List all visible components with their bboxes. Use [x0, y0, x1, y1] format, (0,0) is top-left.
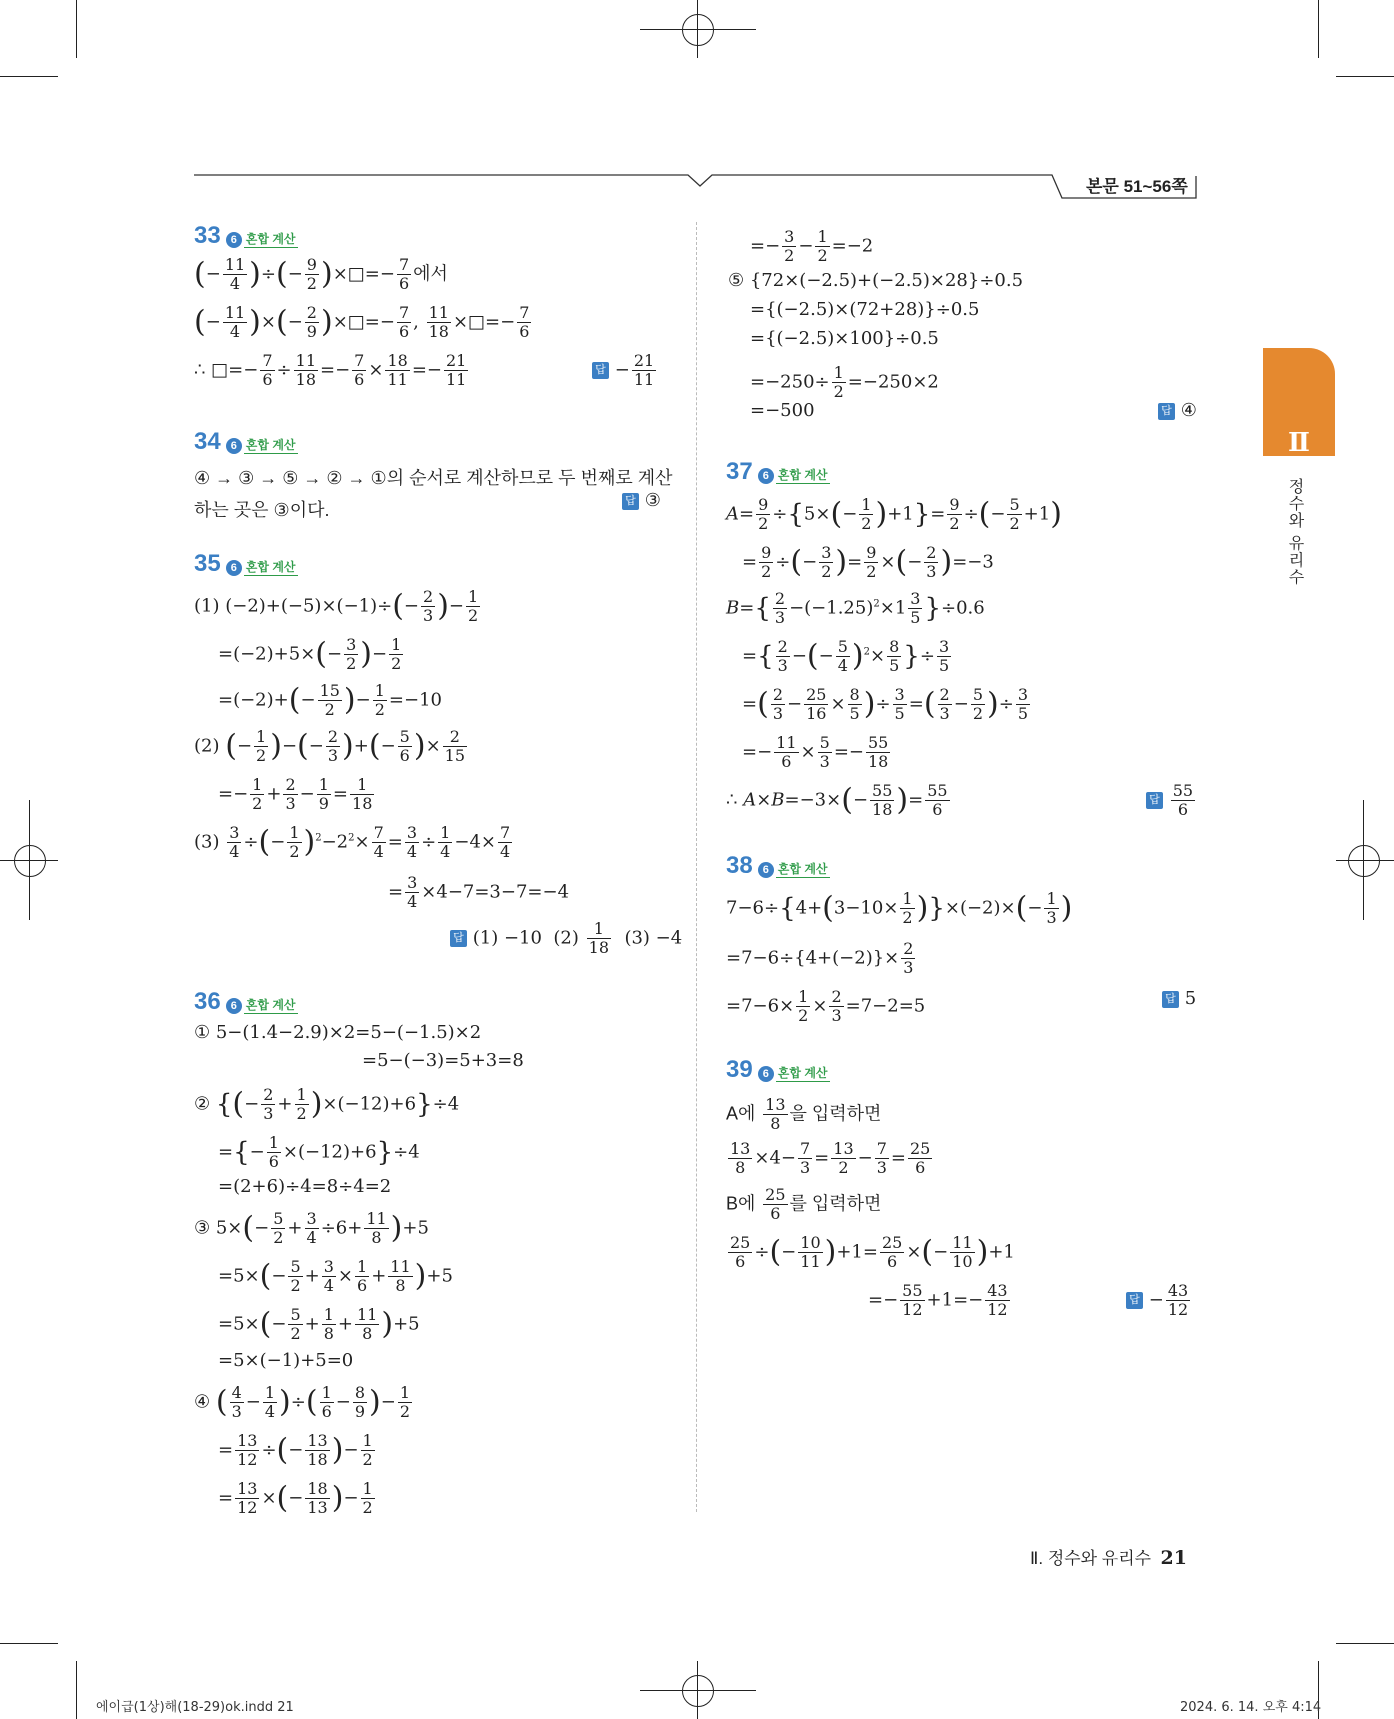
answer-icon: 답 — [1162, 991, 1179, 1008]
problem-34-header — [194, 428, 298, 456]
p36-3-line-4: =5×(−1)+5=0 — [218, 1350, 354, 1371]
column-divider — [696, 222, 697, 1512]
p37-B-line-3: =( $\frac{2}{3}$ − $\frac{25}{16}$ × $\frac{8}{5}$ )÷ $\frac{3}{5}$ =( $\frac{2}{3}$ − $\frac{5}{2}$ )÷ $\frac{3}{5}$ — [742, 685, 1029, 723]
p33-line-3: ∴ □=− $\frac{7}{6}$ ÷ $\frac{11}{18}$ =− $\frac{7}{6}$ × $\frac{18}{11}$ =− $\frac{21}{11}$ — [194, 351, 467, 389]
problem-number: 34 — [194, 428, 221, 455]
p35-2-line-2: =− $\frac{1}{2}$ + $\frac{2}{3}$ − $\frac{1}{9}$ = $\frac{1}{18}$ — [218, 775, 373, 813]
problem-number: 39 — [726, 1056, 753, 1083]
p37-B-line-2: ={ $\frac{2}{3}$ −(− $\frac{5}{4}$ )$^2$× $\frac{8}{5}$ }÷ $\frac{3}{5}$ — [742, 637, 950, 675]
problem-number: 36 — [194, 988, 221, 1015]
chapter-number: Ⅱ — [1288, 428, 1310, 458]
topic-badge: 6 혼합 계산 — [758, 860, 830, 878]
p35-answer: 답 (1) −10 (2) $\frac{1}{18}$ (3) −4 — [450, 920, 682, 957]
topic-badge: 6 혼합 계산 — [226, 230, 298, 248]
p37-answer: 답 $\frac{55}{6}$ — [1146, 782, 1197, 819]
p36-1-line-2: =5−(−3)=5+3=8 — [362, 1050, 524, 1071]
p35-1-line-1: (1) (−2)+(−5)×(−1)÷(− $\frac{2}{3}$ )− $\frac{1}{2}$ — [194, 587, 479, 625]
problem-number: 35 — [194, 550, 221, 577]
answer-icon: 답 — [450, 930, 467, 947]
p38-line-2: =7−6÷{4+(−2)}× $\frac{2}{3}$ — [726, 939, 914, 977]
p37-B-line-4: =− $\frac{11}{6}$ × $\frac{5}{3}$ =− $\frac{55}{18}$ — [742, 733, 889, 771]
p36-4-line-2: = $\frac{13}{12}$ ÷(− $\frac{13}{18}$ )− $\frac{1}{2}$ — [218, 1431, 373, 1469]
p36-3-line-2: =5×(− $\frac{5}{2}$ + $\frac{3}{4}$ × $\frac{1}{6}$ + $\frac{11}{8}$ )+5 — [218, 1257, 453, 1295]
problem-number: 38 — [726, 852, 753, 879]
problem-38-header — [726, 852, 830, 880]
topic-badge: 6 혼합 계산 — [758, 1064, 830, 1082]
answer-icon: 답 — [1158, 403, 1175, 420]
problem-number: 33 — [194, 222, 221, 249]
p39-B-line-3: =− $\frac{55}{12}$ +1=− $\frac{43}{12}$ — [868, 1281, 1008, 1319]
p34-text: ④ → ③ → ⑤ → ② → ①의 순서로 계산하므로 두 번째로 계산 하는 곳은 ③이다. — [194, 468, 673, 520]
p35-1-line-2: =(−2)+5×(− $\frac{3}{2}$ )− $\frac{1}{2}$ — [218, 635, 402, 673]
problem-37-header — [726, 458, 830, 486]
answer-icon: 답 — [1126, 1292, 1143, 1309]
p39-B-line-1: B에 $\frac{25}{6}$ 를 입력하면 — [726, 1185, 882, 1223]
p36-2-line-1: ② {(− $\frac{2}{3}$ + $\frac{1}{2}$ )×(−12)+6}÷4 — [194, 1085, 460, 1123]
p33-answer: 답 − $\frac{21}{11}$ — [592, 352, 658, 389]
p38-line-1: 7−6÷{4+(3−10× $\frac{1}{2}$ )}×(−2)×(− $\frac{1}{3}$ ) — [726, 889, 1073, 927]
p35-3-line-2: = $\frac{3}{4}$ ×4−7=3−7=−4 — [388, 873, 570, 911]
answer-icon: 답 — [1146, 792, 1163, 809]
p36-4-line-4: =− $\frac{3}{2}$ − $\frac{1}{2}$ =−2 — [750, 227, 874, 265]
p36-answer: 답 ④ — [1158, 400, 1197, 422]
footer-chapter: Ⅱ. 정수와 유리수 21 — [1030, 1547, 1187, 1569]
p39-B-line-2: $\frac{25}{6}$ ÷(− $\frac{10}{11}$ )+1= $\frac{25}{6}$ ×(− $\frac{11}{10}$ )+1 — [730, 1233, 1015, 1271]
p35-1-line-3: =(−2)+(− $\frac{15}{2}$ )− $\frac{1}{2}$ =−10 — [218, 681, 442, 719]
p34-answer: 답 ③ — [622, 490, 661, 512]
p36-5-line-3: ={(−2.5)×100}÷0.5 — [750, 328, 939, 349]
p36-3-line-3: =5×(− $\frac{5}{2}$ + $\frac{1}{8}$ + $\frac{11}{8}$ )+5 — [218, 1305, 420, 1343]
problem-number: 37 — [726, 458, 753, 485]
p33-line-1: (− $\frac{11}{4}$ )÷(− $\frac{9}{2}$ )×□=− $\frac{7}{6}$ 에서 — [194, 255, 448, 293]
answer-icon: 답 — [622, 493, 639, 510]
topic-badge: 6 혼합 계산 — [226, 996, 298, 1014]
header-rule — [190, 168, 1206, 204]
p36-5-line-2: ={(−2.5)×(72+28)}÷0.5 — [750, 299, 980, 320]
p36-1-line-1: ① 5−(1.4−2.9)×2=5−(−1.5)×2 — [194, 1022, 482, 1043]
page-reference: 본문 51~56쪽 — [1086, 177, 1188, 196]
p39-A-line-1: A에 $\frac{13}{8}$ 을 입력하면 — [726, 1095, 882, 1133]
p35-3-line-1: (3) $\frac{3}{4}$ ÷(− $\frac{1}{2}$ )$^2-2^2\times$ $\frac{7}{4}$ = $\frac{3}{4}$ ÷ $\frac{1}{4}$ −4× $\frac{7}{4}$ — [194, 823, 511, 861]
problem-39-header — [726, 1056, 830, 1084]
topic-badge: 6 혼합 계산 — [226, 558, 298, 576]
p37-A-line-2: = $\frac{9}{2}$ ÷(− $\frac{3}{2}$ )= $\frac{9}{2}$ ×(− $\frac{2}{3}$ )=−3 — [742, 543, 994, 581]
print-timestamp: 2024. 6. 14. 오후 4:14 — [1180, 1700, 1322, 1715]
p36-5-line-5: =−500 — [750, 400, 815, 421]
p36-2-line-2: ={− $\frac{1}{6}$ ×(−12)+6}÷4 — [218, 1133, 420, 1171]
p36-5-line-1: ⑤ {72×(−2.5)+(−2.5)×28}÷0.5 — [728, 270, 1024, 291]
topic-badge: 6 혼합 계산 — [758, 466, 830, 484]
problem-33-header — [194, 222, 298, 250]
p36-5-line-4: =−250÷ $\frac{1}{2}$ =−250×2 — [750, 363, 939, 401]
p35-2-line-1: (2) (− $\frac{1}{2}$ )−(− $\frac{2}{3}$ )+(− $\frac{5}{6}$ )× $\frac{2}{15}$ — [194, 727, 466, 765]
p33-line-2: (− $\frac{11}{4}$ )×(− $\frac{2}{9}$ )×□=− $\frac{7}{6}$ , $\frac{11}{18}$ ×□=− $\frac{7}{6}$ — [194, 303, 530, 341]
problem-35-header — [194, 550, 298, 578]
p36-3-line-1: ③ 5×(− $\frac{5}{2}$ + $\frac{3}{4}$ ÷6+ $\frac{11}{8}$ )+5 — [194, 1209, 429, 1247]
chapter-title-vertical: 정수와 유리수 — [1286, 478, 1303, 586]
p38-answer: 답 5 — [1162, 988, 1196, 1010]
topic-badge: 6 혼합 계산 — [226, 436, 298, 454]
p39-A-line-2: $\frac{13}{8}$ ×4− $\frac{7}{3}$ = $\frac{13}{2}$ − $\frac{7}{3}$ = $\frac{25}{6}$ — [730, 1139, 931, 1177]
problem-36-header — [194, 988, 298, 1016]
page-number: 21 — [1160, 1547, 1187, 1569]
p38-line-3: =7−6× $\frac{1}{2}$ × $\frac{2}{3}$ =7−2=5 — [726, 987, 926, 1025]
p36-4-line-3: = $\frac{13}{12}$ ×(− $\frac{18}{13}$ )− $\frac{1}{2}$ — [218, 1479, 373, 1517]
answer-icon: 답 — [592, 362, 609, 379]
p37-A-line-1: A= $\frac{9}{2}$ ÷{5×(− $\frac{1}{2}$ )+1}= $\frac{9}{2}$ ÷(− $\frac{5}{2}$ +1) — [726, 495, 1062, 533]
print-file-name: 에이급(1상)해(18-29)ok.indd 21 — [96, 1700, 294, 1715]
p36-4-line-1: ④ ( $\frac{4}{3}$ − $\frac{1}{4}$ )÷( $\frac{1}{6}$ − $\frac{8}{9}$ )− $\frac{1}{2}$ — [194, 1383, 411, 1421]
p37-B-line-1: B={ $\frac{2}{3}$ $-(-1.25)^2\times 1$ $\frac{3}{5}$ }÷0.6 — [726, 589, 985, 627]
p36-2-line-3: =(2+6)÷4=8÷4=2 — [218, 1176, 392, 1197]
p39-answer: 답 − $\frac{43}{12}$ — [1126, 1282, 1192, 1319]
p37-result: ∴ A×B=−3×(− $\frac{55}{18}$ )= $\frac{55}{6}$ — [726, 781, 948, 819]
